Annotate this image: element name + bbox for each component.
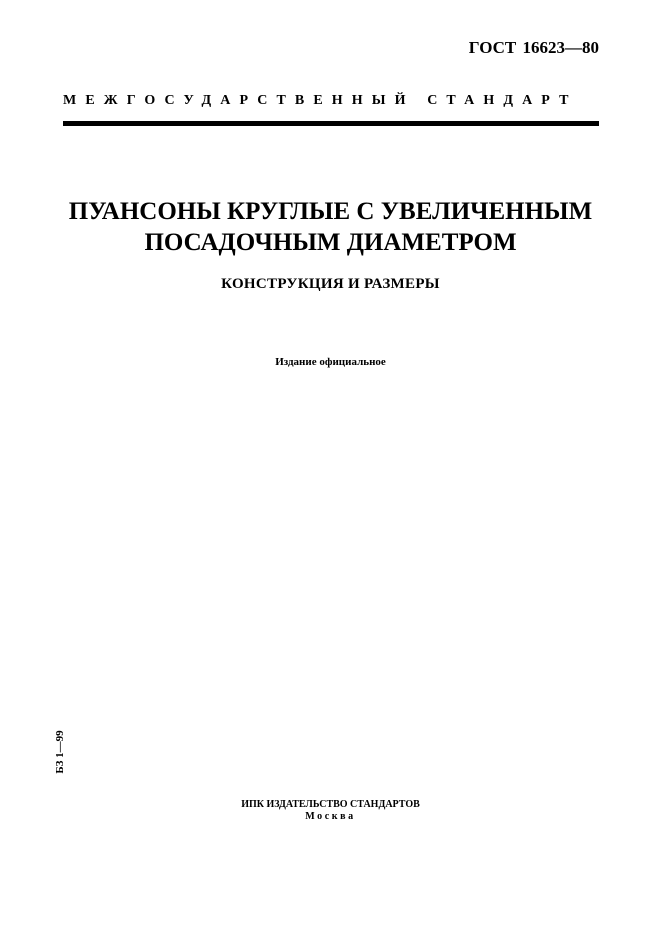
publisher-name: ИПК ИЗДАТЕЛЬСТВО СТАНДАРТОВ [241, 799, 420, 810]
document-subtitle: КОНСТРУКЦИЯ И РАЗМЕРЫ [221, 276, 440, 292]
standard-kind: МЕЖГОСУДАРСТВЕННЫЙ СТАНДАРТ [63, 93, 578, 108]
edition-note: Издание официальное [275, 356, 386, 368]
title-line-1: ПУАНСОНЫ КРУГЛЫЕ С УВЕЛИЧЕННЫМ [68, 198, 593, 225]
publisher-city: Москва [305, 811, 356, 822]
gost-number: ГОСТ 16623—80 [468, 38, 599, 57]
side-code: БЗ 1—99 [54, 730, 66, 774]
title-line-2: ПОСАДОЧНЫМ ДИАМЕТРОМ [144, 229, 517, 256]
header-rule [63, 121, 599, 126]
publisher-block [40, 799, 621, 823]
document-title [40, 196, 621, 258]
